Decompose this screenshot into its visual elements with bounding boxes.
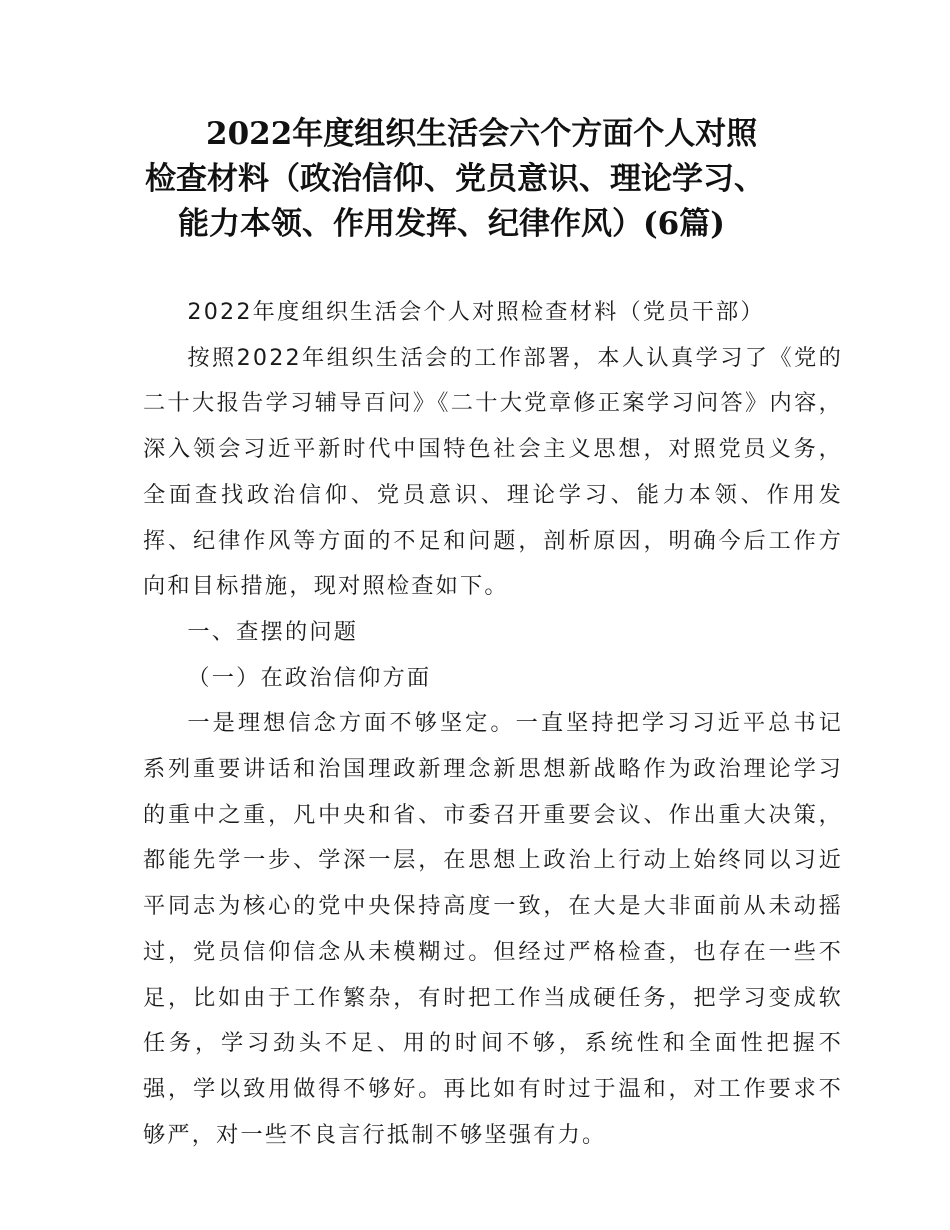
- title-line-2: 检查材料（政治信仰、党员意识、理论学习、: [145, 161, 765, 197]
- section-heading: 一、查摆的问题: [187, 618, 359, 645]
- subsection-heading: （一）在政治信仰方面: [187, 664, 432, 691]
- title-line-1: 2022年度组织生活会六个方面个人对照: [206, 116, 758, 152]
- intro-paragraph: 按照2022年组织生活会的工作部署，本人认真学习了《党的二十大报告学习辅导百问》《二十大党章修正案学习问答》内容，深入领会习近平新时代中国特色社会主义思想，对照党员义务，全面查找政治信仰、党员意识、理论学习、能力本领、作用发挥、纪律作风等方面的不足和问题，剖析原因，明确今后工作方向和目标措施，现对照检查如下。: [143, 344, 843, 600]
- body-paragraph: 一是理想信念方面不够坚定。一直坚持把学习习近平总书记系列重要讲话和治国理政新理念新思想新战略作为政治理论学习的重中之重，凡中央和省、市委召开重要会议、作出重大决策，都能先学一步、学深一层，在思想上政治上行动上始终同以习近平同志为核心的党中央保持高度一致，在大是大非面前从未动摇过，党员信仰信念从未模糊过。但经过严格检查，也存在一些不足，比如由于工作繁杂，有时把工作当成硬任务，把学习变成软任务，学习劲头不足、用的时间不够，系统性和全面性把握不强，学以致用做得不够好。再比如有时过于温和，对工作要求不够严，对一些不良言行抵制不够坚强有力。: [143, 710, 843, 1148]
- document-body: [143, 290, 843, 1158]
- document-title: [120, 112, 840, 247]
- document-subtitle: 2022年度组织生活会个人对照检查材料（党员干部）: [187, 299, 765, 325]
- title-line-3: 能力本领、作用发挥、纪律作风）(6篇): [178, 206, 725, 242]
